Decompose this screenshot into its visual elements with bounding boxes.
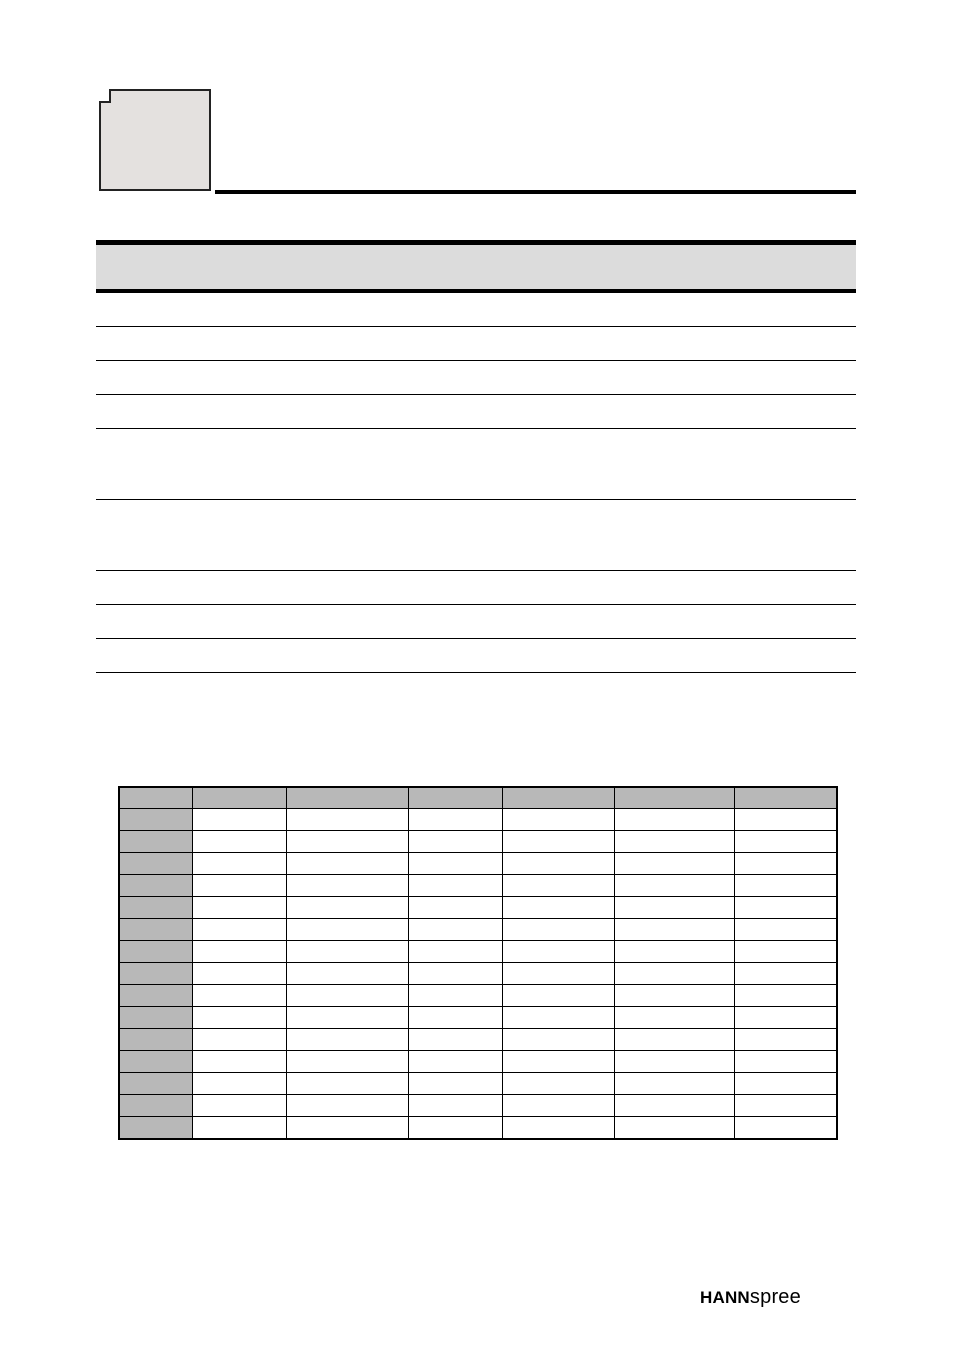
timing-cell [286,1073,408,1095]
timing-cell [192,897,286,919]
timing-cell [614,1007,734,1029]
timing-cell [192,985,286,1007]
timing-row-label-cell [119,1073,192,1095]
timing-row [119,1117,837,1140]
spec-row [96,429,856,500]
timing-cell [408,1073,502,1095]
timing-row [119,1007,837,1029]
timing-row [119,875,837,897]
timing-row [119,1051,837,1073]
timing-cell [502,1095,614,1117]
spec-row [96,395,856,429]
timing-cell [286,1095,408,1117]
timing-cell [502,985,614,1007]
timing-row-label-cell [119,1051,192,1073]
timing-cell [408,875,502,897]
timing-cell [502,1117,614,1140]
timing-cell [614,831,734,853]
hannspree-logo [700,1286,801,1309]
timing-cell [192,1007,286,1029]
timing-cell [408,963,502,985]
spec-row [96,293,856,327]
timing-cell [502,1073,614,1095]
timing-cell [614,853,734,875]
timing-cell [286,941,408,963]
chapter-tab [99,89,211,191]
timing-cell [408,809,502,831]
timing-cell [192,919,286,941]
timing-cell [286,963,408,985]
timing-cell [734,1117,837,1140]
timing-cell [408,831,502,853]
timing-cell [408,1007,502,1029]
timing-cell [614,985,734,1007]
timing-row [119,897,837,919]
timing-cell [734,809,837,831]
timing-row-label-cell [119,897,192,919]
chapter-tab-notch [99,89,111,103]
timing-cell [734,875,837,897]
timing-cell [614,1051,734,1073]
timing-cell [192,1029,286,1051]
spec-row [96,327,856,361]
timing-cell [734,831,837,853]
timing-cell [408,897,502,919]
timing-row-label-cell [119,963,192,985]
timing-cell [286,1117,408,1140]
timing-cell [192,1051,286,1073]
timing-header-cell [119,787,192,809]
timing-header-cell [192,787,286,809]
timing-cell [408,1051,502,1073]
timing-row-label-cell [119,919,192,941]
timing-row [119,941,837,963]
spec-row [96,361,856,395]
timing-cell [502,1029,614,1051]
timing-cell [408,1029,502,1051]
timing-cell [408,1117,502,1140]
timing-row-label-cell [119,875,192,897]
timing-cell [734,941,837,963]
timing-cell [502,919,614,941]
timing-row-label-cell [119,941,192,963]
timing-table [118,786,838,1140]
timing-cell [192,1117,286,1140]
timing-header-cell [502,787,614,809]
timing-row [119,1073,837,1095]
timing-cell [192,809,286,831]
timing-cell [614,1029,734,1051]
timing-cell [502,875,614,897]
timing-cell [192,831,286,853]
timing-header-cell [734,787,837,809]
timing-row [119,1095,837,1117]
timing-cell [192,941,286,963]
timing-cell [734,1073,837,1095]
spec-row [96,500,856,571]
timing-row [119,963,837,985]
logo-bold-text: HANN [700,1288,750,1307]
timing-cell [614,941,734,963]
timing-cell [734,1051,837,1073]
timing-cell [502,831,614,853]
timing-row-label-cell [119,831,192,853]
spec-row [96,639,856,673]
timing-cell [614,919,734,941]
spec-table-header [96,240,856,293]
timing-row [119,809,837,831]
timing-cell [614,963,734,985]
timing-row-label-cell [119,853,192,875]
timing-cell [614,875,734,897]
logo-light-text: spree [749,1286,801,1308]
timing-cell [286,853,408,875]
timing-cell [286,1007,408,1029]
title-rule [215,190,856,194]
timing-row-label-cell [119,1117,192,1140]
timing-cell [408,919,502,941]
timing-cell [614,1117,734,1140]
timing-row [119,853,837,875]
timing-cell [286,875,408,897]
timing-cell [192,963,286,985]
spec-row [96,571,856,605]
timing-cell [408,1095,502,1117]
timing-cell [502,809,614,831]
timing-cell [734,963,837,985]
timing-cell [502,963,614,985]
timing-cell [286,1051,408,1073]
timing-cell [734,1029,837,1051]
timing-row [119,831,837,853]
timing-cell [614,897,734,919]
timing-cell [286,809,408,831]
timing-cell [192,875,286,897]
timing-cell [502,853,614,875]
timing-cell [192,853,286,875]
timing-cell [286,1029,408,1051]
timing-header-cell [614,787,734,809]
timing-cell [614,1095,734,1117]
timing-cell [734,897,837,919]
timing-cell [734,919,837,941]
timing-cell [502,1007,614,1029]
timing-row-label-cell [119,1029,192,1051]
timing-header-cell [286,787,408,809]
timing-cell [286,831,408,853]
timing-cell [502,897,614,919]
timing-cell [286,985,408,1007]
timing-cell [286,919,408,941]
timing-cell [502,941,614,963]
timing-row [119,985,837,1007]
spec-row [96,605,856,639]
timing-row-label-cell [119,1095,192,1117]
timing-row [119,919,837,941]
timing-cell [192,1095,286,1117]
timing-row [119,1029,837,1051]
timing-cell [614,809,734,831]
timing-row-label-cell [119,985,192,1007]
timing-cell [734,985,837,1007]
timing-cell [502,1051,614,1073]
timing-header-cell [408,787,502,809]
timing-cell [734,853,837,875]
timing-row-label-cell [119,809,192,831]
spec-table [96,240,856,673]
timing-row-label-cell [119,1007,192,1029]
timing-cell [192,1073,286,1095]
timing-cell [286,897,408,919]
timing-cell [734,1095,837,1117]
timing-cell [734,1007,837,1029]
timing-cell [408,853,502,875]
timing-cell [408,985,502,1007]
timing-cell [408,941,502,963]
timing-cell [614,1073,734,1095]
timing-header-row [119,787,837,809]
